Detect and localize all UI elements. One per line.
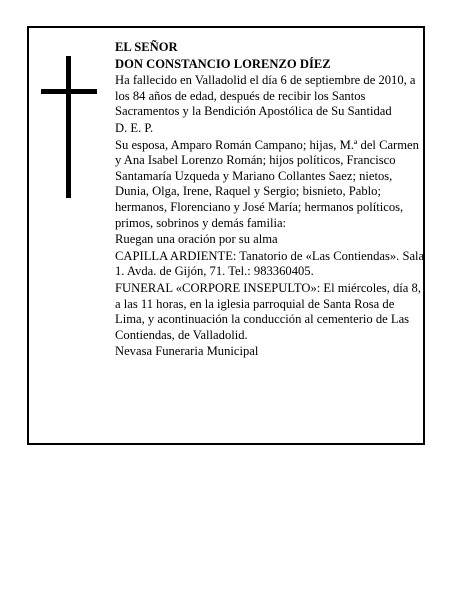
funeral-home: Nevasa Funeraria Municipal — [115, 344, 259, 359]
family-list: Su esposa, Amparo Román Campano; hijas, M.ª del Carmen y Ana Isabel Lorenzo Román; hijos políticos, Francisco Santamaría Uzqueda y Mariano Collantes Saez; nietos, Dunia, Olga, Irene, Raquel y Sergio; bisnieto, Pablo; hermanos, Florenciano y José María; hermanos políticos, primos, sobrinos y demás familia: — [115, 137, 419, 230]
obituary-text — [115, 40, 427, 361]
chapel-info: CAPILLA ARDIENTE: Tanatorio de «Las Contiendas». Sala 1. Avda. de Gijón, 71. Tel.: 983360405. — [115, 248, 425, 279]
cross-icon — [41, 56, 97, 198]
dep-line: D. E. P. — [115, 120, 154, 135]
deceased-name: DON CONSTANCIO LORENZO DÍEZ — [115, 56, 331, 71]
prayer-request: Ruegan una oración por su alma — [115, 232, 278, 247]
title-line-1: EL SEÑOR — [115, 40, 178, 54]
cross-horizontal-bar — [41, 89, 97, 94]
obituary-notice — [27, 26, 425, 445]
death-announcement: Ha fallecido en Valladolid el día 6 de septiembre de 2010, a los 84 años de edad, después de recibir los Santos Sacramentos y la Bendición Apostólica de Su Santidad — [115, 73, 416, 119]
funeral-info: FUNERAL «CORPORE INSEPULTO»: El miércoles, día 8, a las 11 horas, en la iglesia parroquial de Santa Rosa de Lima, y acontinuación la conducción al cementerio de Las Contiendas, de Valladolid. — [115, 280, 421, 342]
cross-vertical-bar — [66, 56, 71, 198]
